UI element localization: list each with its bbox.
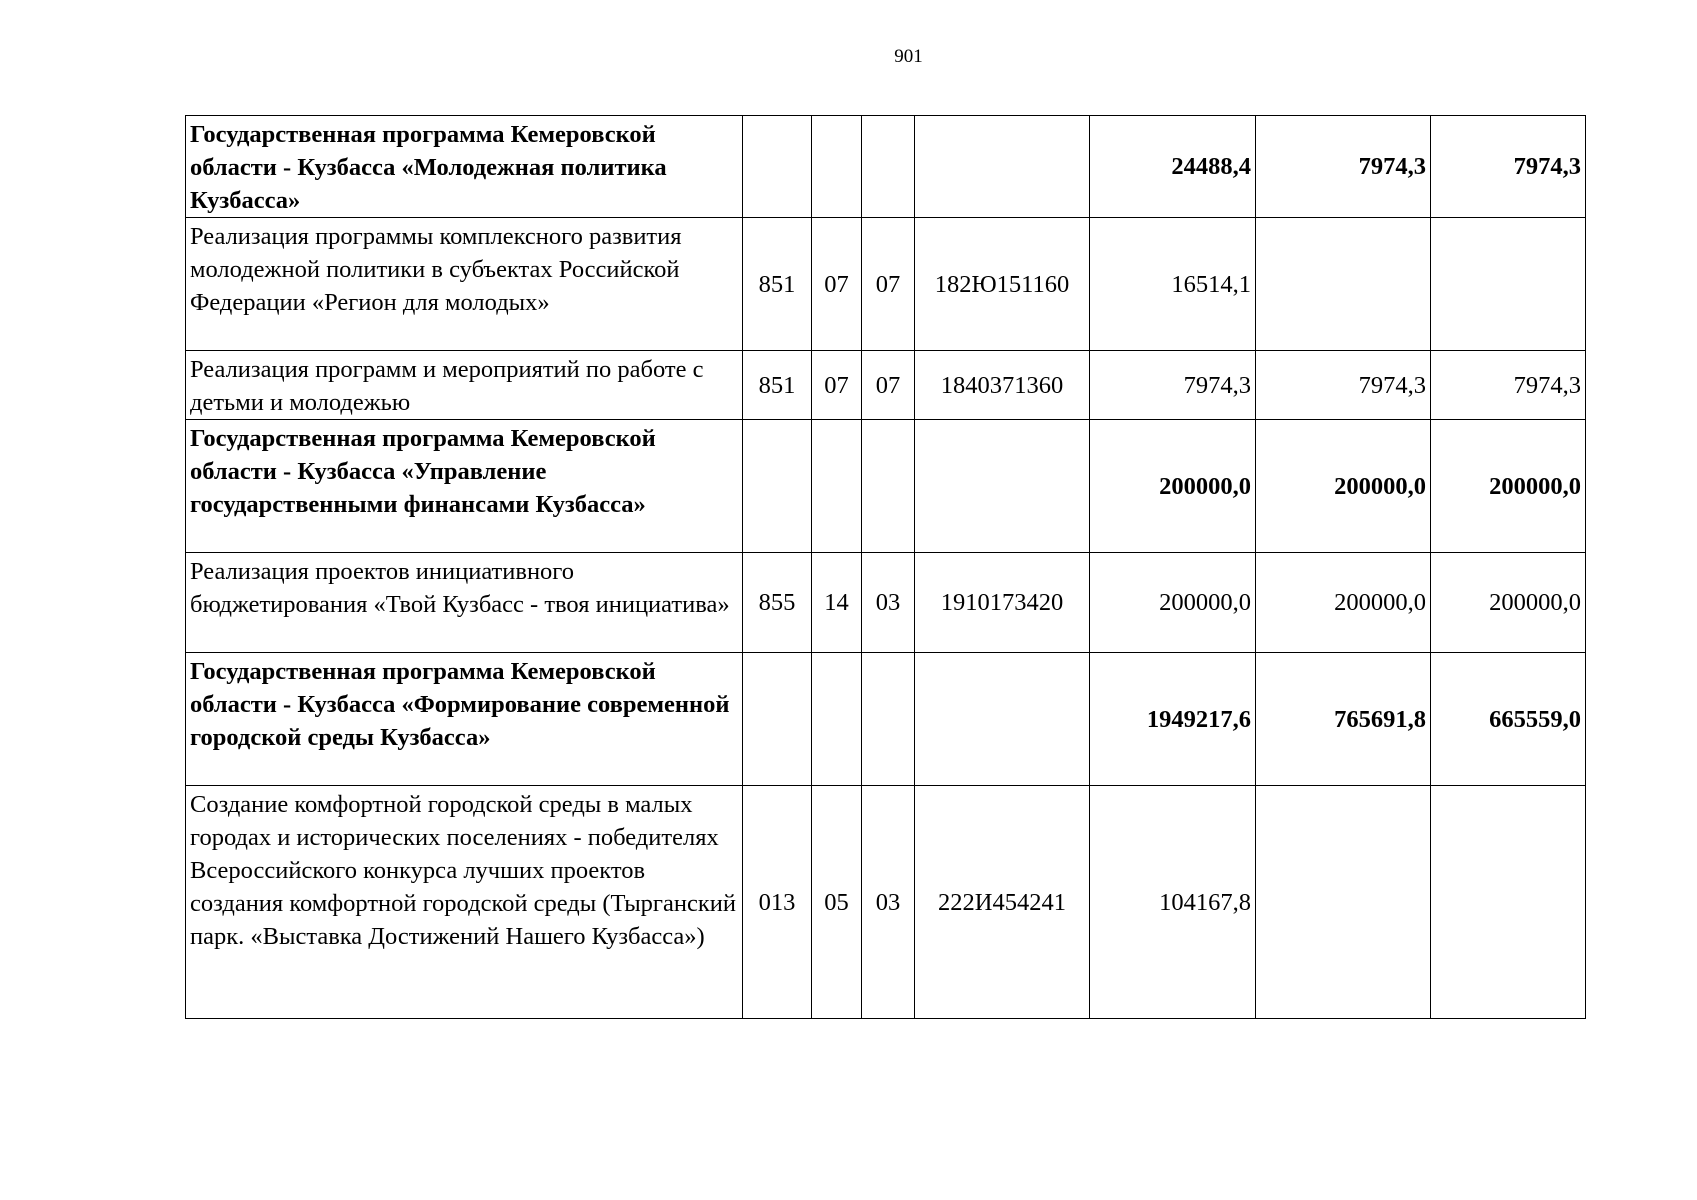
section-code: 14 [812,553,862,653]
amount-year-2: 7974,3 [1256,116,1431,218]
amount-year-3: 200000,0 [1431,420,1586,553]
table-row [186,351,1586,420]
section-code: 05 [812,786,862,1019]
amount-year-3 [1431,218,1586,351]
grbs-code: 851 [743,218,812,351]
budget-table [185,115,1586,1019]
target-article-code: 1910173420 [915,553,1090,653]
amount-year-2: 200000,0 [1256,420,1431,553]
target-article-code: 222И454241 [915,786,1090,1019]
subsection-code [862,420,915,553]
grbs-code [743,653,812,786]
subsection-code [862,653,915,786]
section-code: 07 [812,351,862,420]
amount-year-1: 16514,1 [1090,218,1256,351]
amount-year-3: 7974,3 [1431,116,1586,218]
subsection-code: 07 [862,218,915,351]
target-article-code: 1840371360 [915,351,1090,420]
amount-year-1: 104167,8 [1090,786,1256,1019]
amount-year-3: 665559,0 [1431,653,1586,786]
row-name: Реализация проектов инициативного бюджетирования «Твой Кузбасс - твоя инициатива» [186,553,743,653]
grbs-code: 013 [743,786,812,1019]
amount-year-1: 200000,0 [1090,553,1256,653]
amount-year-2: 765691,8 [1256,653,1431,786]
section-code [812,420,862,553]
amount-year-1: 1949217,6 [1090,653,1256,786]
row-name: Реализация программ и мероприятий по работе с детьми и молодежью [186,351,743,420]
page-number: 901 [894,46,923,67]
target-article-code [915,420,1090,553]
table-row [186,553,1586,653]
amount-year-3 [1431,786,1586,1019]
grbs-code: 851 [743,351,812,420]
grbs-code: 855 [743,553,812,653]
section-code [812,653,862,786]
amount-year-3: 200000,0 [1431,553,1586,653]
subsection-code: 07 [862,351,915,420]
target-article-code [915,116,1090,218]
table-row [186,420,1586,553]
amount-year-1: 200000,0 [1090,420,1256,553]
subsection-code [862,116,915,218]
amount-year-2: 200000,0 [1256,553,1431,653]
amount-year-2 [1256,786,1431,1019]
grbs-code [743,116,812,218]
grbs-code [743,420,812,553]
target-article-code: 182Ю151160 [915,218,1090,351]
row-name: Создание комфортной городской среды в малых городах и исторических поселениях - победителях Всероссийского конкурса лучших проектов создания комфортной городской среды (Тырганский парк. «Выставка Достижений Нашего Кузбасса») [186,786,743,1019]
target-article-code [915,653,1090,786]
row-name: Государственная программа Кемеровской области - Кузбасса «Формирование современной городской среды Кузбасса» [186,653,743,786]
row-name: Государственная программа Кемеровской области - Кузбасса «Молодежная политика Кузбасса» [186,116,743,218]
table-row [186,218,1586,351]
subsection-code: 03 [862,786,915,1019]
row-name: Государственная программа Кемеровской области - Кузбасса «Управление государственными финансами Кузбасса» [186,420,743,553]
amount-year-2 [1256,218,1431,351]
amount-year-2: 7974,3 [1256,351,1431,420]
amount-year-1: 24488,4 [1090,116,1256,218]
subsection-code: 03 [862,553,915,653]
table-row [186,786,1586,1019]
amount-year-1: 7974,3 [1090,351,1256,420]
amount-year-3: 7974,3 [1431,351,1586,420]
table-row [186,653,1586,786]
section-code [812,116,862,218]
row-name: Реализация программы комплексного развития молодежной политики в субъектах Российской Федерации «Регион для молодых» [186,218,743,351]
section-code: 07 [812,218,862,351]
table-row [186,116,1586,218]
